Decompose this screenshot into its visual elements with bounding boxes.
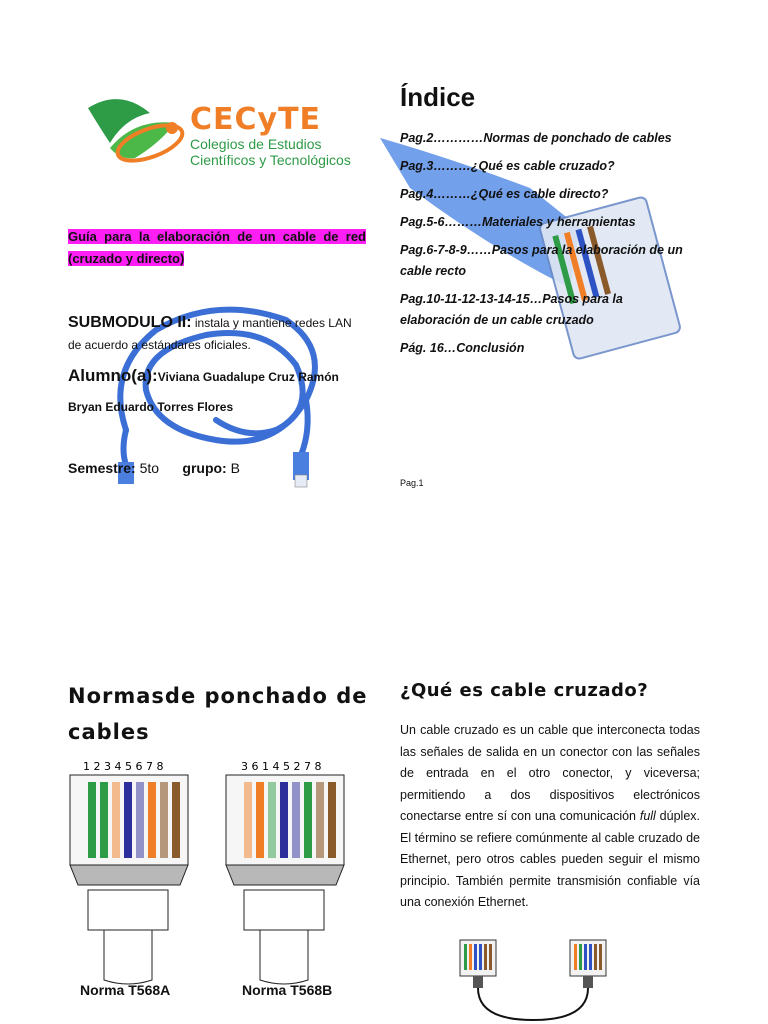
page-number: Pag.1	[400, 478, 424, 488]
group-value: B	[230, 460, 240, 476]
submodule-text: instala y mantiene redes LAN de acuerdo a estándares oficiales.	[68, 316, 352, 352]
crossover-body-part2: dúplex. El término se refiere comúnmente al cable cruzado de Ethernet, pero otros cables pueden seguir el mismo principio. También permite transmisión confiable vía una conexión Ethernet.	[400, 809, 700, 909]
index-item[interactable]: Pag.3………¿Qué es cable cruzado?	[400, 159, 615, 173]
student-2: Bryan Eduardo Torres Flores	[68, 400, 234, 414]
crossover-body-italic: full	[639, 809, 656, 823]
crossover-body	[400, 720, 700, 914]
crossover-cable-diagram	[455, 935, 615, 1024]
index-item[interactable]: Pag.2…………Normas de ponchado de cables	[400, 131, 672, 145]
student-1: Viviana Guadalupe Cruz Ramón	[157, 370, 339, 384]
student-line-1	[68, 366, 339, 386]
guide-title	[68, 226, 366, 270]
index-item[interactable]: Pág. 16…Conclusión	[400, 341, 525, 355]
student-label: Alumno(a):	[68, 366, 158, 385]
index-item[interactable]: Pag.6-7-8-9……Pasos para la elaboración de un cable recto	[400, 243, 683, 278]
submodule	[68, 312, 368, 356]
index-list	[400, 128, 690, 366]
pins-b-label: 3 6 1 4 5 2 7 8	[241, 760, 322, 773]
index-item[interactable]: Pag.5-6………Materiales y herramientas	[400, 215, 636, 229]
logo-subtitle-1: Colegios de Estudios	[190, 136, 322, 152]
crossover-title: ¿Qué es cable cruzado?	[400, 680, 649, 701]
caption-t568a: Norma T568A	[80, 982, 171, 998]
crossover-body-part1: Un cable cruzado es un cable que interconecta todas las señales de salida en un conector con las señales de entrada en el otro conector, y viceversa; permitiendo a dos dispositivos electrónicos conectarse entre sí con una comunicación	[400, 723, 700, 823]
group-label: grupo:	[182, 460, 227, 476]
semester-value: 5to	[139, 460, 160, 476]
cecyte-emblem-icon	[80, 88, 190, 178]
index-title: Índice	[400, 82, 476, 112]
submodule-label: SUBMODULO II:	[68, 314, 192, 331]
index-item[interactable]: Pag.4………¿Qué es cable directo?	[400, 187, 609, 201]
semester-label: Semestre:	[68, 460, 136, 476]
logo-subtitle-2: Científicos y Tecnológicos	[190, 152, 351, 168]
guide-title-text: Guía para la elaboración de un cable de red (cruzado y directo)	[68, 229, 366, 266]
index-item[interactable]: Pag.10-11-12-13-14-15…Pasos para la elaboración de un cable cruzado	[400, 292, 623, 327]
wiring-standards-diagram	[66, 750, 366, 1000]
logo-name: CECyTE	[190, 102, 322, 137]
caption-t568b: Norma T568B	[242, 982, 333, 998]
pins-a-label: 1 2 3 4 5 6 7 8	[83, 760, 164, 773]
semester-group	[68, 460, 240, 476]
normas-title: Normasde ponchado de cables	[68, 684, 368, 744]
